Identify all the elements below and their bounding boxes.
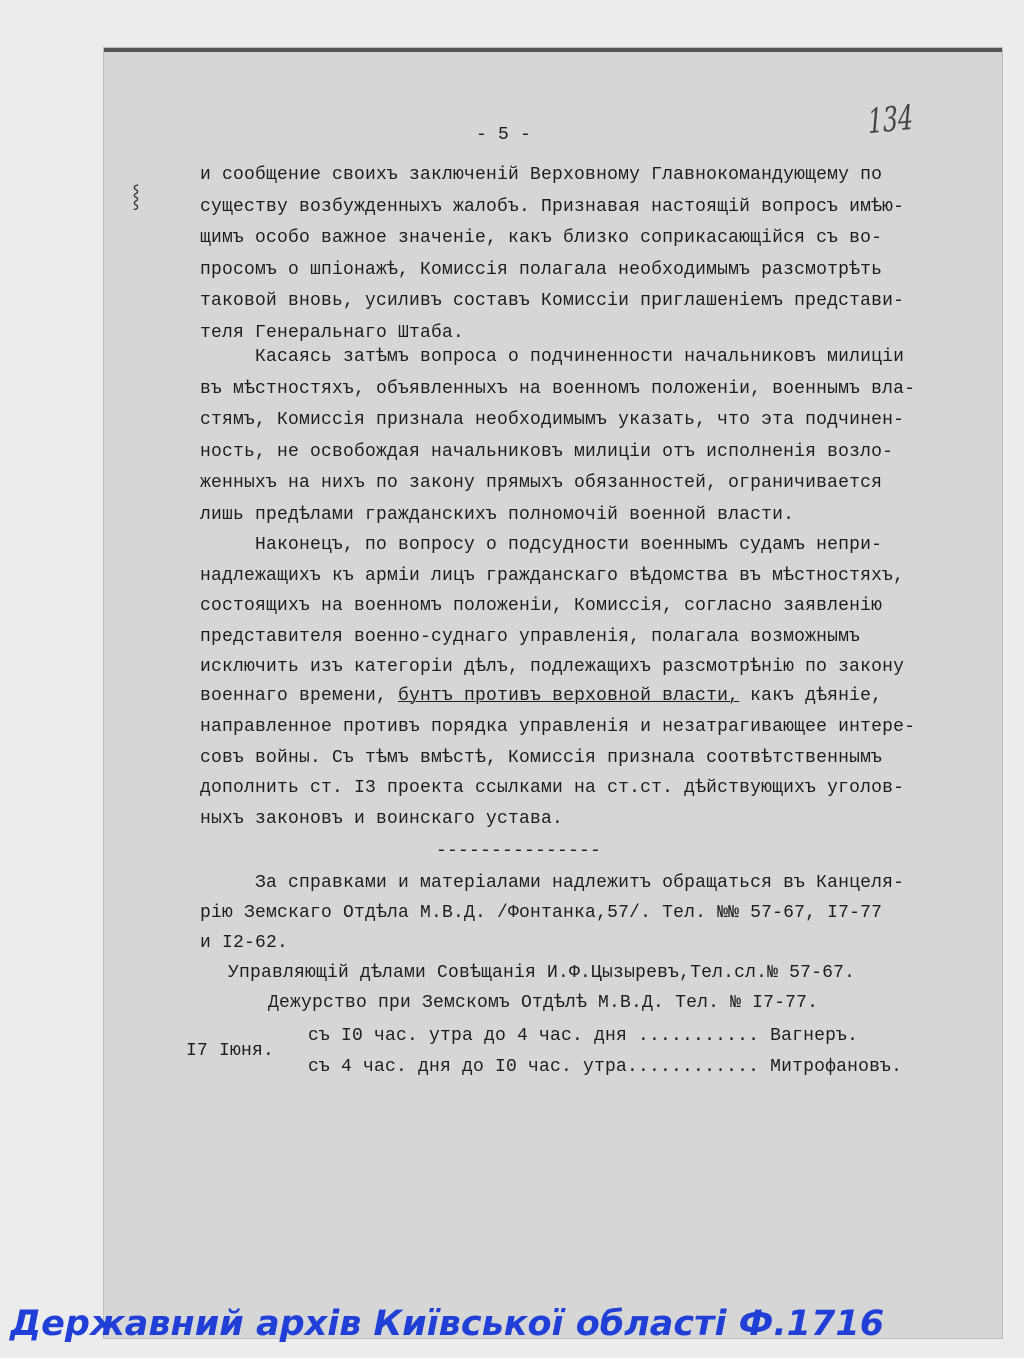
text-line: щимъ особо важное значеніе, какъ близко соприкасающійся съ во- [200,228,883,248]
text-line: направленное противъ порядка управленія и незатрагивающее интере- [200,717,916,737]
text-line: ныхъ законовъ и воинскаго устава. [200,808,564,829]
separator: --------------- [436,841,602,861]
text-line: рію Земскаго Отдѣла М.В.Д. /Фонтанка,57/. Тел. №№ 57-67, I7-77 [200,903,883,923]
text-line: таковой вновь, усиливъ составъ Комиссіи приглашеніемъ представи- [200,291,905,311]
duty-line: Дежурство при Земскомъ Отдѣлѣ М.В.Д. Тел. № I7-77. [268,993,819,1013]
text-line: За справками и матеріалами надлежитъ обращаться въ Канцеля- [200,873,905,893]
shift-line: съ 4 час. дня до I0 час. утра............ Митрофановъ. [308,1057,903,1077]
paragraph-3-underlined-line [200,685,882,707]
page-number: - 5 - [476,125,532,145]
text: какъ дѣяніе, [739,686,883,706]
duty-date: I7 Іюня. [186,1041,275,1061]
text-line: дополнить ст. I3 проекта ссылками на ст.ст. дѣйствующихъ уголов- [200,778,905,798]
text-line: существу возбужденныхъ жалобъ. Признавая настоящій вопросъ имѣю- [200,196,905,217]
text-line: представителя военно-суднаго управленія, полагала возможнымъ [200,626,861,647]
text-line: стямъ, Комиссія признала необходимымъ указать, что эта подчинен- [200,410,905,430]
text-line: и сообщение своихъ заключеній Верховному Главнокомандующему по [200,165,883,185]
archive-folio-number: 134 [866,97,915,143]
text-line: въ мѣстностяхъ, объявленныхъ на военномъ положеніи, военнымъ вла- [200,378,916,399]
text-line: исключить изъ категоріи дѣлъ, подлежащихъ разсмотрѣнію по закону [200,657,905,677]
text-line: просомъ о шпіонажѣ, Комиссія полагала необходимымъ разсмотрѣть [200,259,883,280]
text-line: Касаясь затѣмъ вопроса о подчиненности начальниковъ милиціи [200,347,905,367]
text-line: женныхъ на нихъ по закону прямыхъ обязанностей, ограничивается [200,473,883,493]
manager-line: Управляющій дѣлами Совѣщанія И.Ф.Цызыревъ,Тел.сл.№ 57-67. [228,963,856,983]
margin-mark: ⸾ [132,185,140,210]
page-edge [104,48,1002,52]
text-line: ность, не освобождая начальниковъ милиціи отъ исполненія возло- [200,441,894,462]
underlined-phrase: бунтъ противъ верховной власти, [398,686,740,706]
text-line: надлежащихъ къ арміи лицъ гражданскаго вѣдомства въ мѣстностяхъ, [200,565,905,586]
text-line: и I2-62. [200,933,289,953]
text-line: совъ войны. Съ тѣмъ вмѣстѣ, Комиссія признала соотвѣтственнымъ [200,747,883,768]
shift-line: съ I0 час. утра до 4 час. дня ........... Вагнеръ. [308,1026,859,1046]
text: военнаго времени, [200,686,399,706]
text-line: лишь предѣлами гражданскихъ полномочій военной власти. [200,504,795,525]
text-line: состоящихъ на военномъ положеніи, Комиссія, согласно заявленію [200,596,883,616]
archive-watermark: Державний архів Київської області Ф.1716 [10,1304,885,1344]
text-line: теля Генеральнаго Штаба. [200,322,465,343]
text-line: Наконецъ, по вопросу о подсудности военнымъ судамъ непри- [200,535,883,555]
